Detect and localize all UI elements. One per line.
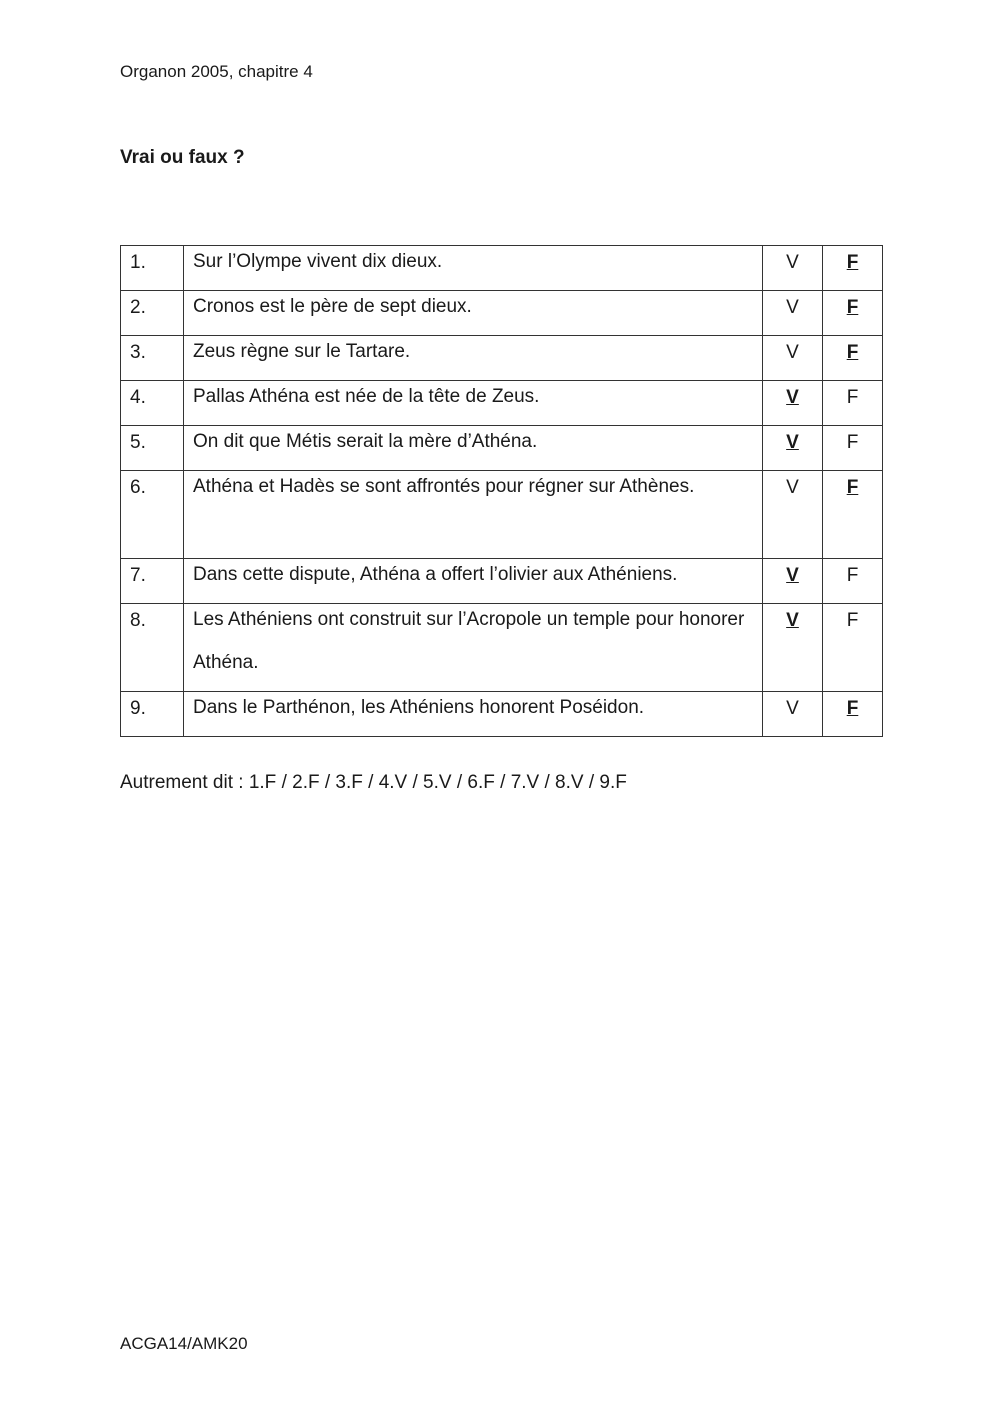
question-text: Athéna et Hadès se sont affrontés pour régner sur Athènes. [184,471,763,559]
table-row [121,471,883,559]
question-text: Dans le Parthénon, les Athéniens honorent Poséidon. [184,692,763,737]
question-number: 3. [121,336,184,381]
question-number: 9. [121,692,184,737]
option-false: F [823,381,883,426]
question-number: 8. [121,604,184,692]
option-false: F [823,291,883,336]
table-row [121,336,883,381]
table-row [121,381,883,426]
option-false: F [823,246,883,291]
answer-summary: Autrement dit : 1.F / 2.F / 3.F / 4.V / 5.V / 6.F / 7.V / 8.V / 9.F [120,772,627,793]
table-row [121,692,883,737]
option-true: V [763,692,823,737]
page-title: Vrai ou faux ? [120,147,245,168]
question-text: On dit que Métis serait la mère d’Athéna. [184,426,763,471]
option-true: V [763,559,823,604]
table-row [121,246,883,291]
question-text: Les Athéniens ont construit sur l’Acropole un temple pour honorer Athéna. [184,604,763,692]
question-number: 5. [121,426,184,471]
option-true: V [763,336,823,381]
option-false: F [823,692,883,737]
document-footer: ACGA14/AMK20 [120,1334,248,1353]
question-number: 1. [121,246,184,291]
option-true: V [763,246,823,291]
option-true: V [763,604,823,692]
option-false: F [823,471,883,559]
table-row [121,291,883,336]
question-text: Pallas Athéna est née de la tête de Zeus. [184,381,763,426]
question-text: Dans cette dispute, Athéna a offert l’olivier aux Athéniens. [184,559,763,604]
table-row [121,426,883,471]
option-false: F [823,604,883,692]
table-row [121,559,883,604]
question-text: Cronos est le père de sept dieux. [184,291,763,336]
question-number: 6. [121,471,184,559]
question-text: Sur l’Olympe vivent dix dieux. [184,246,763,291]
question-number: 7. [121,559,184,604]
question-number: 2. [121,291,184,336]
question-number: 4. [121,381,184,426]
question-text: Zeus règne sur le Tartare. [184,336,763,381]
table-row [121,604,883,692]
option-false: F [823,426,883,471]
true-false-table [120,245,883,737]
option-true: V [763,381,823,426]
option-true: V [763,291,823,336]
option-false: F [823,559,883,604]
option-false: F [823,336,883,381]
option-true: V [763,471,823,559]
document-header: Organon 2005, chapitre 4 [120,62,313,81]
option-true: V [763,426,823,471]
